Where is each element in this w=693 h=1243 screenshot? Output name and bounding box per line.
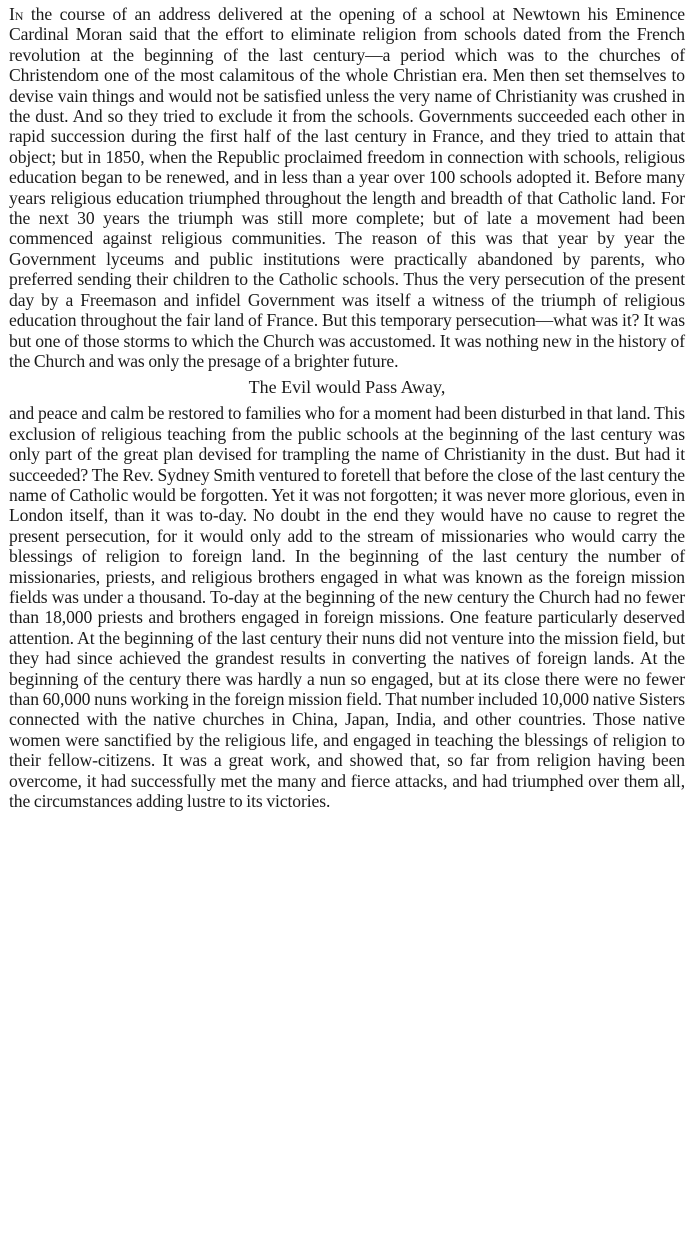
paragraph-1-text: the course of an address delivered at the opening of a school at Newtown his Eminence Cardinal Moran said that the effort to eliminate religion from schools dated from the French revolution at the beginning of the last century—a period which was to the churches of Christendom one of the most calamitous of the whole Christian era. Men then set themselves to devise vain things and would not be satisfied unless the very name of Christianity was crushed in the dust. And so they tried to exclude it from the schools. Governments succeeded each other in rapid succession during the first half of the last century in France, and they tried to attain that object; but in 1850, when the Republic proclaimed freedom in connection with schools, religious education began to be renewed, and in less than a year over 100 schools adopted it. Before many years religious education triumphed throughout the length and breadth of that Catholic land. For the next 30 years the triumph was still more complete; but of late a movement had been commenced against religious communities. The reason of this was that year by year the Government lyceums and public institutions were practically abandoned by parents, who preferred sending their children to the Catholic schools. Thus the very persecution of the present day by a Freemason and infidel Government was itself a witness of the triumph of religious education throughout the fair land of France. But this temporary persecution—what was it? It was but one of those storms to which the Church was accustomed. It was nothing new in the history of the Church and was only the presage of a brighter future. — [9, 4, 686, 371]
lead-in-word: In — [9, 4, 24, 24]
article-paragraph-1 — [9, 4, 685, 371]
article-column — [9, 4, 685, 811]
article-subheading: The Evil would Pass Away, — [248, 377, 446, 398]
article-paragraph-2: and peace and calm be restored to families who for a moment had been disturbed in that land. This exclusion of religious teaching from the public schools at the beginning of the last century was only part of the great plan devised for trampling the name of Christianity in the dust. But had it succeeded? The Rev. Sydney Smith ventured to foretell that before the close of the last century the name of Catholic would be forgotten. Yet it was not forgotten; it was never more glorious, even in London itself, than it was to-day. No doubt in the end they would have no cause to regret the present persecution, for it would only add to the stream of missionaries who would carry the blessings of religion to foreign land. In the beginning of the last century the number of missionaries, priests, and religious brothers engaged in what was known as the foreign mission fields was under a thousand. To-day at the beginning of the new century the Church had no fewer than 18,000 priests and brothers engaged in foreign missions. One feature particularly deserved attention. At the beginning of the last century their nuns did not venture into the mission field, but they had since achieved the grandest results in converting the natives of foreign lands. At the beginning of the century there was hardly a nun so engaged, but at its close there were no fewer than 60,000 nuns working in the foreign mission field. That number included 10,000 native Sisters connected with the native churches in China, Japan, India, and other countries. Those native women were sanctified by the religious life, and engaged in teaching the blessings of religion to their fellow-citizens. It was a great work, and showed that, so far from religion having been overcome, it had successfully met the many and fierce attacks, and had triumphed over them all, the circumstances adding lustre to its victories. — [9, 403, 685, 812]
